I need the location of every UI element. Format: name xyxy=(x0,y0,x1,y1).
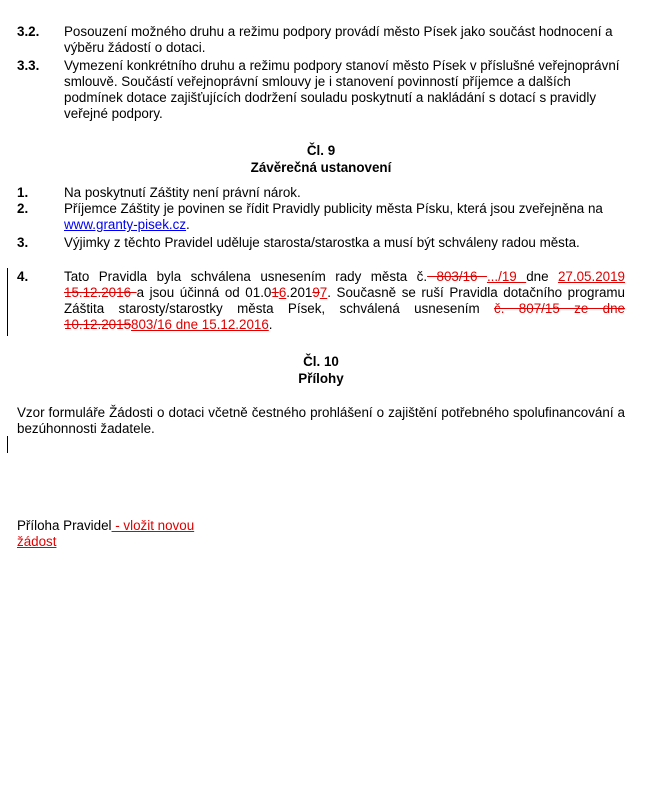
clause-number: 3.3. xyxy=(17,58,40,73)
attachments-text: Vzor formuláře Žádosti o dotaci včetně čestného prohlášení o zajištění potřebného spolufinancování a bezúhonnosti žadatele. xyxy=(17,405,625,436)
article-10-number: Čl. 10 xyxy=(303,354,339,369)
attachment-note xyxy=(17,518,217,550)
clause-text xyxy=(64,201,625,233)
text: dne xyxy=(526,269,558,284)
clause-number: 3. xyxy=(17,235,29,250)
attachment-label: Příloha Pravidel xyxy=(17,518,112,533)
inserted-text: - vložit novou žádost xyxy=(17,518,195,549)
text: . Současně se ruší Pravidla dotačního programu Záštita starosty/starostky města Písek, schválená usnesením xyxy=(64,285,625,316)
clause-9-1 xyxy=(17,185,625,201)
clause-text-before: Příjemce Záštity je povinen se řídit Pravidly publicity města Písku, která jsou zveřejněna na xyxy=(64,201,603,216)
clause-number: 3.2. xyxy=(17,24,40,39)
deleted-text: č. 807/15 ze dne 10.12.2015 xyxy=(64,301,625,332)
clause-9-2 xyxy=(17,201,625,233)
inserted-text: 27.05.2019 xyxy=(557,269,626,284)
text: . xyxy=(268,317,273,332)
inserted-text: .../19 xyxy=(486,269,527,284)
deleted-text: 1 xyxy=(271,285,279,300)
clause-text: Vymezení konkrétního druhu a režimu podpory stanoví město Písek v příslušné veřejnoprávní smlouvě. Součástí veřejnoprávní smlouvy je i stanovení povinností příjemce a dalších podmínek dotace zajišťujících dodržení souladu poskytnutí a nakládání s dotací s pravidly veřejné podpory. xyxy=(64,58,620,121)
article-10-title: Přílohy xyxy=(298,371,344,386)
clause-3-3 xyxy=(17,58,625,122)
clause-text: Na poskytnutí Záštity není právní nárok. xyxy=(64,185,301,200)
inserted-text: 803/16 dne 15.12.2016 xyxy=(131,317,269,332)
clause-number: 4. xyxy=(17,269,29,284)
clause-9-4 xyxy=(17,269,625,333)
deleted-text: 9 xyxy=(312,285,320,300)
clause-9-3 xyxy=(17,235,625,251)
text: Tato Pravidla byla schválena usnesením rady města č. xyxy=(64,269,428,284)
clause-text: Posouzení možného druhu a režimu podpory provádí město Písek jako součást hodnocení a výběru žádostí o dotaci. xyxy=(64,24,613,55)
inserted-text: 6 xyxy=(278,285,287,300)
clause-text: Výjimky z těchto Pravidel uděluje starosta/starostka a musí být schváleny radou města. xyxy=(64,235,580,250)
article-9-title: Závěrečná ustanovení xyxy=(250,160,392,175)
clause-number: 1. xyxy=(17,185,29,200)
inserted-text: 7 xyxy=(319,285,328,300)
granty-pisek-link[interactable]: www.granty-pisek.cz xyxy=(64,217,187,232)
clause-text xyxy=(64,269,625,333)
deleted-text: 15.12.2016 xyxy=(64,285,137,300)
text: .201 xyxy=(286,285,313,300)
clause-3-2 xyxy=(17,24,625,56)
deleted-text: 803/16 xyxy=(427,269,487,284)
revision-change-bar xyxy=(7,268,8,336)
article-9-number: Čl. 9 xyxy=(306,143,336,158)
clause-text-after: . xyxy=(186,217,190,232)
text: a jsou účinná od 01.0 xyxy=(136,285,272,300)
clause-number: 2. xyxy=(17,201,29,216)
text-cursor-marker xyxy=(7,436,8,453)
